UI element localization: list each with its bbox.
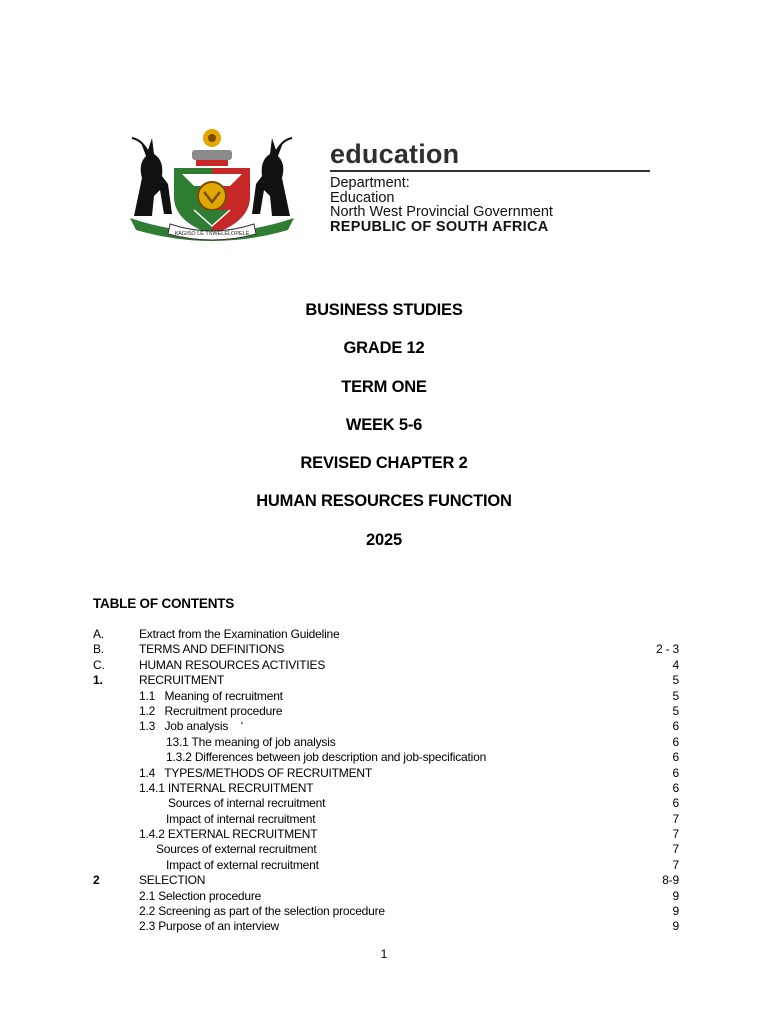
toc-row: [0, 642, 768, 657]
title-chapter: REVISED CHAPTER 2: [300, 454, 468, 473]
toc-row: [0, 704, 768, 719]
toc-row-page: 6: [672, 780, 679, 795]
toc-row-title: 1.1 Meaning of recruitment: [139, 688, 283, 703]
toc-row-page: 5: [672, 703, 679, 718]
document-header: [112, 126, 657, 242]
toc-row-title: Extract from the Examination Guideline: [139, 627, 340, 641]
toc-row: [0, 719, 768, 734]
title-topic: HUMAN RESOURCES FUNCTION: [256, 492, 512, 511]
toc-row-number: 1.: [93, 673, 103, 688]
toc-row: [0, 781, 768, 796]
brand-block: [330, 140, 650, 234]
toc-row-page: 9: [672, 919, 679, 934]
toc-row: [0, 919, 768, 934]
toc-row-page: 7: [672, 827, 679, 842]
toc-row: [0, 658, 768, 673]
toc-row-page: 6: [672, 734, 679, 749]
toc-row-title: Impact of external recruitment: [166, 857, 319, 872]
toc-row-title: 2.3 Purpose of an interview: [139, 919, 280, 934]
toc-row-title: 1.3 Job analysis ‘: [139, 719, 244, 734]
toc-row-title: Sources of external recruitment: [156, 842, 317, 857]
title-term: TERM ONE: [341, 377, 427, 396]
toc-row-page: 4: [672, 657, 679, 672]
toc-row-title: 2.1 Selection procedure: [139, 888, 262, 903]
table-of-contents: [0, 627, 768, 935]
toc-row-page: 7: [672, 857, 679, 872]
toc-row-title: 1.4 TYPES/METHODS OF RECRUITMENT: [139, 765, 373, 780]
toc-row-number: C.: [93, 657, 105, 672]
toc-row-page: 2 - 3: [655, 642, 679, 657]
brand-lines: [330, 176, 650, 234]
toc-row: [0, 627, 768, 642]
toc-row-page: 9: [672, 904, 679, 919]
title-grade: GRADE 12: [343, 339, 425, 358]
toc-row-title: TERMS AND DEFINITIONS: [139, 642, 285, 657]
toc-row: [0, 796, 768, 811]
toc-row-title: Sources of internal recruitment: [168, 796, 326, 811]
toc-row-title: 1.2 Recruitment procedure: [139, 703, 283, 718]
toc-row-number: 2: [93, 873, 100, 888]
toc-row-page: 5: [672, 673, 679, 688]
toc-row-page: 9: [672, 888, 679, 903]
toc-row: [0, 858, 768, 873]
toc-row-title: 2.2 Screening as part of the selection procedure: [139, 904, 385, 919]
svg-text:KAGISO LE TSWELELOPELE: KAGISO LE TSWELELOPELE: [174, 231, 250, 237]
toc-row-page: 7: [672, 811, 679, 826]
toc-row-title: 13.1 The meaning of job analysis: [166, 734, 336, 749]
toc-row-number: B.: [93, 642, 104, 657]
brand-line: Department:: [330, 175, 410, 191]
toc-row-title: 1.4.1 INTERNAL RECRUITMENT: [139, 780, 314, 795]
toc-row-number: A.: [93, 627, 104, 641]
title-year: 2025: [366, 530, 402, 549]
toc-row: [0, 689, 768, 704]
toc-row-title: Impact of internal recruitment: [166, 811, 316, 826]
toc-row: [0, 766, 768, 781]
toc-row-title: 1.4.2 EXTERNAL RECRUITMENT: [139, 827, 318, 842]
toc-row: [0, 812, 768, 827]
toc-row-title: RECRUITMENT: [139, 673, 225, 688]
document-titles: [0, 296, 768, 564]
brand-line: Education: [330, 189, 395, 206]
toc-heading: TABLE OF CONTENTS: [93, 596, 235, 611]
toc-row: [0, 673, 768, 688]
brand-line: North West Provincial Government: [330, 204, 553, 220]
title-subject: BUSINESS STUDIES: [305, 301, 463, 319]
toc-row-page: 6: [672, 750, 679, 765]
toc-row: [0, 889, 768, 904]
toc-row-title: HUMAN RESOURCES ACTIVITIES: [139, 657, 326, 672]
toc-row-title: 1.3.2 Differences between job description and job-specification: [166, 750, 487, 765]
toc-row: [0, 842, 768, 857]
toc-row: [0, 873, 768, 888]
toc-row-page: 5: [672, 688, 679, 703]
toc-row: [0, 735, 768, 750]
brand-title: education: [330, 139, 460, 169]
title-week: WEEK 5-6: [345, 415, 423, 434]
brand-divider: [330, 170, 650, 172]
toc-row-page: 6: [672, 796, 679, 811]
toc-row-title: SELECTION: [139, 873, 206, 888]
toc-row: [0, 827, 768, 842]
toc-row-page: 6: [672, 719, 679, 734]
page-number: 1: [380, 947, 388, 961]
toc-row-page: 6: [672, 765, 679, 780]
brand-country: REPUBLIC OF SOUTH AFRICA: [330, 218, 549, 235]
toc-row-page: 8-9: [662, 873, 679, 888]
toc-row: [0, 750, 768, 765]
toc-row-page: 7: [672, 842, 679, 857]
coat-of-arms-icon: [112, 126, 312, 242]
toc-row: [0, 904, 768, 919]
